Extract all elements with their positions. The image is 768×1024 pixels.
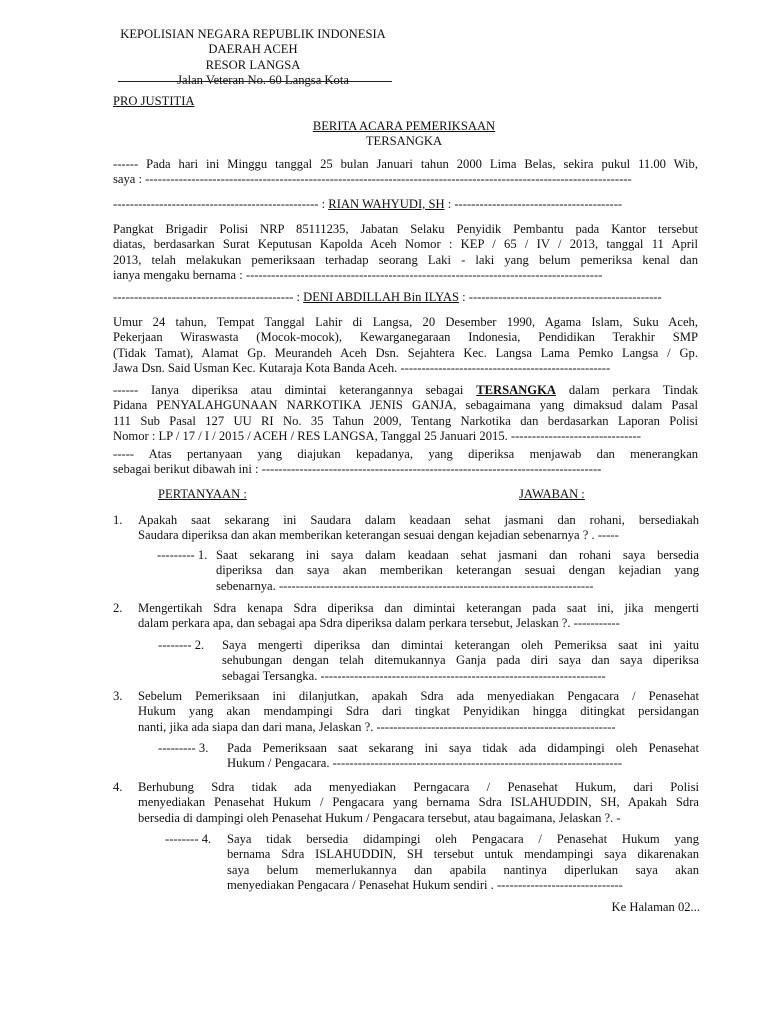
- suspect-name-line: [113, 290, 698, 305]
- question-line: Mengertikah Sdra kenapa Sdra diperiksa dan dimintai keterangan pada saat ini, jika mengerti: [138, 601, 699, 615]
- suspect-desc-line: Jawa Dsn. Said Usman Kec. Kutaraja Kota Banda Aceh. --------------------------------------------------: [113, 361, 611, 376]
- letterhead-line-3: RESOR LANGSA: [205, 57, 301, 72]
- qa-intro-line-2: sebagai berikut dibawah ini : ---------------------------------------------------------------------------------: [113, 462, 602, 477]
- answer-line: sehubungan dengan telah ditemukannya Ganja pada diri saya dan saya diperiksa: [222, 653, 699, 668]
- question-line: Sebelum Pemeriksaan ini dilanjutkan, apakah Sdra ada menyediakan Pengacara / Penasehat: [138, 689, 699, 703]
- answer-line: Saat sekarang ini saya dalam keadaan sehat jasmani dan rohani saya bersedia: [216, 548, 699, 562]
- case-line-1-c: dalam perkara Tindak: [556, 383, 699, 397]
- suspect-description: [113, 315, 698, 377]
- case-line-2: Pidana PENYALAHGUNAAN NARKOTIKA JENIS GANJA, sebagaimana yang dimaksud dalam Pasal: [113, 398, 698, 413]
- answer-line: sebagai Tersangka. --------------------------------------------------------------------: [222, 668, 606, 683]
- case-description: [113, 383, 698, 445]
- case-line-1: [113, 383, 698, 398]
- examiner-prefix: ------------------------------------------------- :: [113, 197, 329, 211]
- question-4: [138, 780, 699, 826]
- answer-prefix: --------- 3.: [158, 741, 209, 755]
- question-1: [138, 513, 699, 544]
- answer-line: Saya mengerti diperiksa dan dimintai keterangan oleh Pemeriksa saat ini yaitu: [222, 638, 699, 652]
- question-3: [138, 689, 699, 735]
- letterhead-address: Jalan Veteran No. 60 Langsa Kota: [177, 73, 349, 88]
- suspect-desc-line: Pekerjaan Wiraswasta (Mocok-mocok), Kewarganegaraan Indonesia, Pendidikan Terakhir SMP: [113, 330, 698, 345]
- answer-4: [227, 832, 699, 894]
- case-role: TERSANGKA: [476, 383, 556, 397]
- question-number: 3.: [113, 689, 123, 703]
- question-number: 4.: [113, 780, 123, 794]
- title-line-2: TERSANGKA: [365, 134, 443, 149]
- question-line: bersedia di dampingi oleh Penasehat Hukum / Pengacara tersebut, atau bagaimana, Jelaskan ?. -: [138, 810, 621, 825]
- answer-line: Pada Pemeriksaan saat sekarang ini saya tidak ada didampingi oleh Penasehat: [227, 741, 699, 755]
- suspect-name: DENI ABDILLAH Bin ILYAS: [303, 290, 459, 304]
- answer-1: [216, 548, 699, 594]
- question-line: menyediakan Penasehat Hukum / Pengacara yang bernama Sdra ISLAHUDDIN, SH, Apakah Sdra: [138, 795, 699, 810]
- case-line-1-a: ------ Ianya diperiksa atau dimintai keterangannya sebagai: [113, 383, 477, 397]
- question-line: Apakah saat sekarang ini Saudara dalam keadaan sehat jasmani dan rohani, bersediakah: [138, 513, 699, 527]
- question-line: dalam perkara apa, dan sebagai apa Sdra diperiksa dalam perkara tersebut, Jelaskan ?. -----------: [138, 616, 620, 631]
- suspect-suffix: : ----------------------------------------------: [458, 290, 662, 304]
- examiner-desc-line: 2013, telah melakukan pemeriksaan terhadap seorang Laki - laki yang belum pemeriksa kenal dan: [113, 252, 698, 267]
- examiner-name-line: [113, 197, 698, 212]
- examiner-desc-line: ianya mengaku bernama : -------------------------------------------------------------------------------------: [113, 268, 603, 283]
- intro-paragraph: [113, 157, 698, 188]
- intro-line-1: ------ Pada hari ini Minggu tanggal 25 bulan Januari tahun 2000 Lima Belas, sekira pukul 11.00 Wib,: [113, 157, 698, 171]
- answer-line: menyediakan Pengacara / Penasehat Hukum sendiri . ------------------------------: [227, 878, 623, 893]
- suspect-prefix: ------------------------------------------- :: [113, 290, 304, 304]
- case-line-4: Nomor : LP / 17 / I / 2015 / ACEH / RES LANGSA, Tanggal 25 Januari 2015. -------------------------------: [113, 429, 641, 444]
- examiner-desc-line: diatas, berdasarkan Surat Keputusan Kapolda Aceh Nomor : KEP / 65 / IV / 2013, tanggal 11 April: [113, 237, 698, 252]
- case-line-3: 111 Sub Pasal 127 UU RI No. 35 Tahun 2009, Tentang Narkotika dan berdasarkan Laporan Polisi: [113, 413, 698, 428]
- answer-line: bernama Sdra ISLAHUDDIN, SH tersebut untuk mendampingi saya dikarenakan: [227, 847, 699, 862]
- answer-prefix: -------- 2.: [158, 638, 205, 652]
- letterhead-line-1: KEPOLISIAN NEGARA REPUBLIK INDONESIA: [120, 27, 386, 41]
- answer-header: JAWABAN :: [519, 487, 585, 501]
- question-number: 1.: [113, 513, 123, 527]
- page-continuation: Ke Halaman 02...: [611, 900, 700, 914]
- question-2: [138, 601, 699, 632]
- answer-line: Saya tidak bersedia didampingi oleh Pengacara / Penasehat Hukum yang: [227, 832, 699, 846]
- answer-2: [222, 638, 699, 684]
- question-line: Berhubung Sdra tidak ada menyediakan Perngacara / Penasehat Hukum, dari Polisi: [138, 780, 699, 794]
- answer-3: [227, 741, 699, 772]
- answer-line: sebenarnya. ---------------------------------------------------------------------------: [216, 578, 594, 593]
- examiner-desc-line: Pangkat Brigadir Polisi NRP 85111235, Jabatan Selaku Penyidik Pembantu pada Kantor tersebut: [113, 222, 698, 236]
- question-line: Hukum yang akan mendampingi Sdra dari tingkat Penyidikan hingga ditingkat persidangan: [138, 704, 699, 719]
- examiner-description: [113, 222, 698, 284]
- intro-line-2: saya : --------------------------------------------------------------------------------------------------------------------: [113, 172, 632, 187]
- letterhead-underline: [118, 81, 392, 82]
- qa-intro-line-1: ----- Atas pertanyaan yang diajukan kepadanya, yang diperiksa menjawab dan menerangkan: [113, 447, 698, 461]
- qa-intro: [113, 447, 698, 478]
- examiner-suffix: : ----------------------------------------: [444, 197, 623, 211]
- pro-justitia: PRO JUSTITIA: [113, 94, 195, 108]
- answer-line: saya belum memerlukannya dan apabila nantinya diperlukan saya akan: [227, 862, 699, 877]
- suspect-desc-line: (Tidak Tamat), Alamat Gp. Meurandeh Aceh Dsn. Sejahtera Kec. Langsa Lama Pemko Langsa / Gp.: [113, 345, 698, 360]
- title-line-1: BERITA ACARA PEMERIKSAAN: [312, 119, 496, 133]
- question-header: PERTANYAAN :: [158, 487, 247, 501]
- answer-prefix: --------- 1.: [157, 548, 208, 562]
- answer-prefix: -------- 4.: [165, 832, 212, 846]
- question-line: Saudara diperiksa dan akan memberikan keterangan sesuai dengan kejadian sebenarnya ? . -----: [138, 528, 619, 543]
- examiner-name: RIAN WAHYUDI, SH: [328, 197, 445, 211]
- suspect-desc-line: Umur 24 tahun, Tempat Tanggal Lahir di Langsa, 20 Desember 1990, Agama Islam, Suku Aceh,: [113, 315, 698, 329]
- letterhead-line-2: DAERAH ACEH: [208, 42, 298, 57]
- question-line: nanti, jika ada siapa dan dari mana, Jelaskan ?. ---------------------------------------------------------: [138, 719, 616, 734]
- letterhead-agency: [118, 27, 388, 89]
- question-number: 2.: [113, 601, 123, 615]
- document-title: [290, 119, 518, 150]
- answer-line: Hukum / Pengacara. ---------------------------------------------------------------------: [227, 756, 622, 771]
- answer-line: diperiksa dan saya akan memberikan keterangan sesuai dengan kejadian yang: [216, 563, 699, 578]
